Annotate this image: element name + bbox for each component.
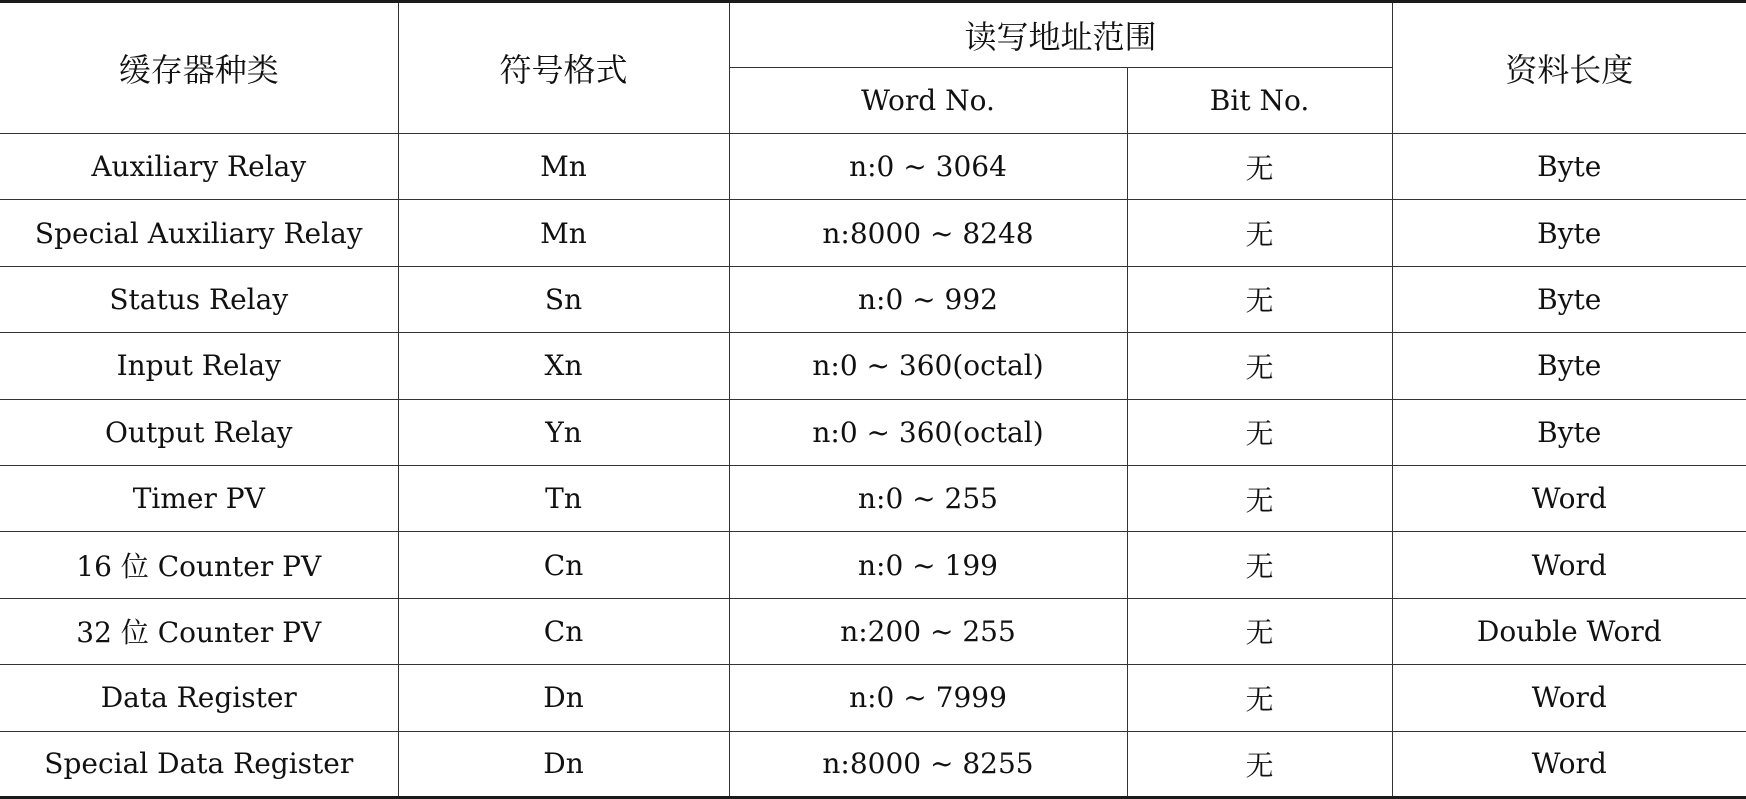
cell-symbol: Cn: [398, 532, 729, 598]
cell-cache-type: 16 位 Counter PV: [0, 532, 398, 598]
cell-word-range: n:0 ~ 199: [729, 532, 1127, 598]
cell-data-length: Word: [1392, 465, 1746, 531]
cell-symbol: Dn: [398, 731, 729, 797]
cell-cache-type: Data Register: [0, 665, 398, 731]
header-cache-type: 缓存器种类: [0, 2, 398, 134]
cell-word-range: n:0 ~ 255: [729, 465, 1127, 531]
cell-word-range: n:0 ~ 360(octal): [729, 399, 1127, 465]
table-row: [0, 465, 1746, 531]
cell-data-length: Byte: [1392, 333, 1746, 399]
cell-bit-range: 无: [1127, 333, 1392, 399]
cell-cache-type: Special Auxiliary Relay: [0, 200, 398, 266]
cell-cache-type: Special Data Register: [0, 731, 398, 797]
cell-symbol: Xn: [398, 333, 729, 399]
cell-cache-type: Timer PV: [0, 465, 398, 531]
cell-data-length: Word: [1392, 731, 1746, 797]
cell-bit-range: 无: [1127, 465, 1392, 531]
cell-cache-type: 32 位 Counter PV: [0, 598, 398, 664]
table-row: [0, 731, 1746, 797]
cell-word-range: n:0 ~ 992: [729, 266, 1127, 332]
header-address-range: 读写地址范围: [729, 2, 1392, 68]
header-bit-no: Bit No.: [1127, 68, 1392, 134]
cell-word-range: n:8000 ~ 8248: [729, 200, 1127, 266]
cell-word-range: n:0 ~ 7999: [729, 665, 1127, 731]
cell-cache-type: Output Relay: [0, 399, 398, 465]
cell-symbol: Sn: [398, 266, 729, 332]
cell-word-range: n:0 ~ 360(octal): [729, 333, 1127, 399]
cell-symbol: Mn: [398, 200, 729, 266]
cell-data-length: Byte: [1392, 134, 1746, 200]
table-row: [0, 200, 1746, 266]
table-row: [0, 333, 1746, 399]
table-row: [0, 598, 1746, 664]
cell-bit-range: 无: [1127, 266, 1392, 332]
cell-data-length: Word: [1392, 665, 1746, 731]
cell-bit-range: 无: [1127, 200, 1392, 266]
cell-bit-range: 无: [1127, 134, 1392, 200]
cell-cache-type: Auxiliary Relay: [0, 134, 398, 200]
cell-bit-range: 无: [1127, 598, 1392, 664]
cell-cache-type: Input Relay: [0, 333, 398, 399]
header-word-no: Word No.: [729, 68, 1127, 134]
cell-word-range: n:8000 ~ 8255: [729, 731, 1127, 797]
cell-bit-range: 无: [1127, 532, 1392, 598]
cell-cache-type: Status Relay: [0, 266, 398, 332]
table-row: [0, 134, 1746, 200]
header-symbol-format: 符号格式: [398, 2, 729, 134]
cell-word-range: n:200 ~ 255: [729, 598, 1127, 664]
table-row: [0, 399, 1746, 465]
table-body: [0, 134, 1746, 798]
cell-bit-range: 无: [1127, 731, 1392, 797]
cell-data-length: Double Word: [1392, 598, 1746, 664]
table-row: [0, 532, 1746, 598]
table-row: [0, 266, 1746, 332]
cell-symbol: Tn: [398, 465, 729, 531]
cell-symbol: Mn: [398, 134, 729, 200]
cell-symbol: Dn: [398, 665, 729, 731]
cell-data-length: Byte: [1392, 200, 1746, 266]
table-header: [0, 2, 1746, 134]
cell-bit-range: 无: [1127, 665, 1392, 731]
header-data-length: 资料长度: [1392, 2, 1746, 134]
cell-word-range: n:0 ~ 3064: [729, 134, 1127, 200]
cell-symbol: Yn: [398, 399, 729, 465]
cell-data-length: Byte: [1392, 266, 1746, 332]
cell-symbol: Cn: [398, 598, 729, 664]
table-row: [0, 665, 1746, 731]
cell-bit-range: 无: [1127, 399, 1392, 465]
cell-data-length: Word: [1392, 532, 1746, 598]
cell-data-length: Byte: [1392, 399, 1746, 465]
